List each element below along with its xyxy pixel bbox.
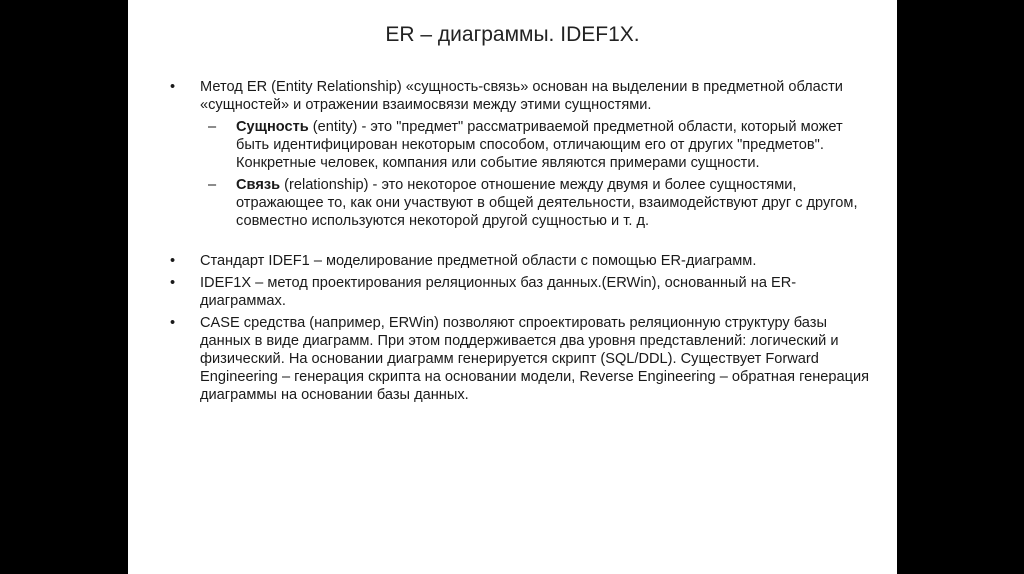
sub-item xyxy=(170,176,870,230)
slide xyxy=(128,0,897,574)
sub-item-term: Связь xyxy=(236,177,281,193)
bullet-text: CASE средства (например, ERWin) позволяют спроектировать реляционную структуру базы данных в виде диаграмм. При этом поддерживается два уровня представлений: логический и физический. На основании диаграмм генерируется скрипт (SQL/DDL). Существует Forward Engineering – генерация скрипта на основании модели, Reverse Engineering – обратная генерация диаграммы на основании базы данных. xyxy=(200,315,870,403)
slide-content xyxy=(170,78,870,408)
sub-item-text: (relationship) - это некоторое отношение между двумя и более сущностями, отражающее то, как они участвуют в общей деятельности, взаимодействуют друг с другом, совместно используются некоторой другой сущностью и т. д. xyxy=(236,177,858,229)
bullet-text: IDEF1X – метод проектирования реляционных баз данных.(ERWin), основанный на ER-диаграммах. xyxy=(200,275,797,309)
bullet-item xyxy=(170,314,870,404)
sub-item-text: (entity) - это "предмет" рассматриваемой предметной области, который может быть идентифицирован некоторым способом, отличающим его от других "предметов". Конкретные человек, компания или событие являются примерами сущности. xyxy=(236,119,843,171)
bullet-marker: • xyxy=(170,253,176,269)
bullet-item xyxy=(170,274,870,310)
sub-item-term: Сущность xyxy=(236,119,309,135)
bullet-text: Метод ER (Entity Relationship) «сущность-связь» основан на выделении в предметной области «сущностей» и отражении взаимосвязи между этими сущностями. xyxy=(200,79,843,113)
bullet-marker: • xyxy=(170,79,176,95)
dash-marker: – xyxy=(208,119,217,135)
spacer xyxy=(170,234,870,252)
bullet-text: Стандарт IDEF1 – моделирование предметной области с помощью ER-диаграмм. xyxy=(200,253,757,269)
bullet-marker: • xyxy=(170,275,176,291)
bullet-marker: • xyxy=(170,315,176,331)
bullet-item xyxy=(170,252,870,270)
bullet-item xyxy=(170,78,870,114)
dash-marker: – xyxy=(208,177,217,193)
sub-item xyxy=(170,118,870,172)
slide-title: ER – диаграммы. IDEF1X. xyxy=(385,23,640,46)
